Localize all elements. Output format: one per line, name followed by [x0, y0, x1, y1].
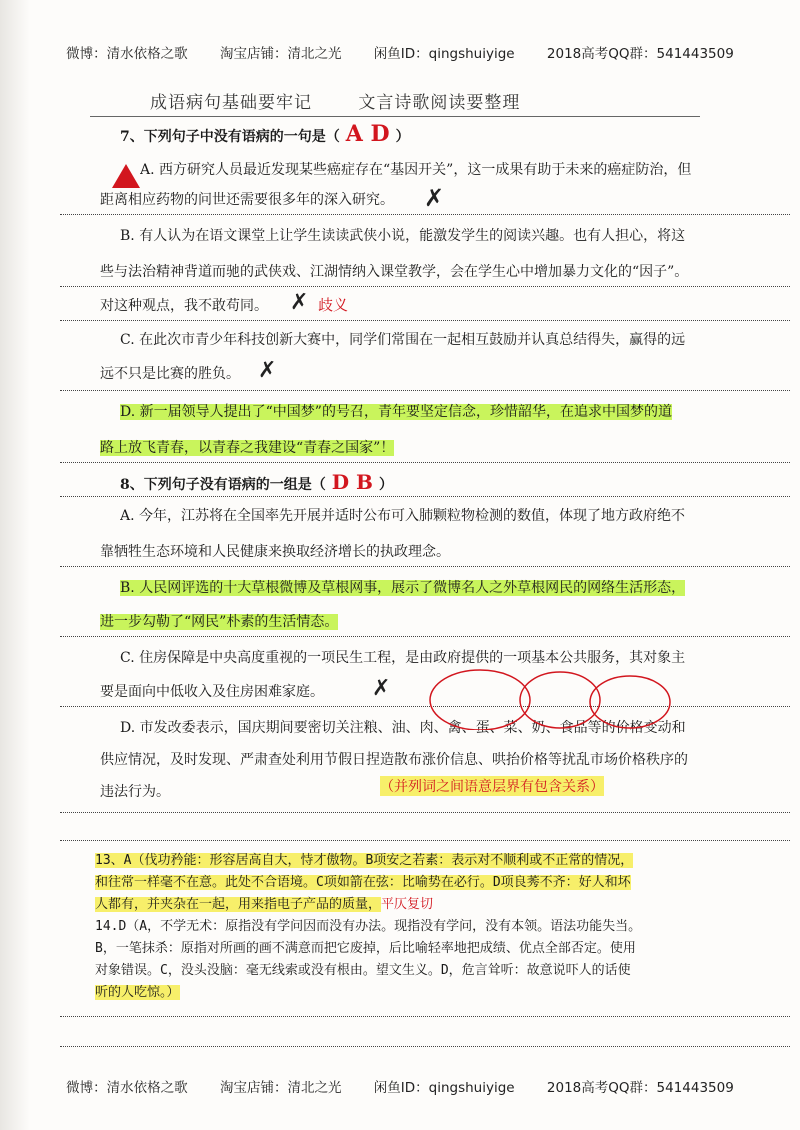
title-divider [90, 116, 700, 117]
answer-line-4: 14.D（A，不学无术：原指没有学问因而没有办法。现指没有学问，没有本领。语法功能失当。 [95, 919, 642, 934]
cross-mark-icon: ✗ [372, 676, 391, 701]
q7-b-note: 歧义 [318, 296, 349, 314]
red-loop-3 [590, 676, 670, 728]
header-weibo: 微博：清水依格之歌 [66, 46, 188, 62]
page-edge-shadow [0, 0, 30, 1130]
cross-mark-icon: ✗ [258, 358, 277, 383]
q8-option-d-line2: 供应情况，及时发现、严肃查处利用节假日捏造散布涨价信息、哄抬价格等扰乱市场价格秩序的 [100, 752, 688, 768]
dotted-rule [60, 462, 790, 463]
answer-line-7: 听的人吃惊。） [95, 985, 180, 1000]
page-title [150, 88, 710, 113]
answer-line-3-note: 平仄复切 [381, 897, 434, 912]
footer-xianyu: 闲鱼ID：qingshuiyige [373, 1080, 515, 1096]
q8-d-note: （并列词之间语意层界有包含关系） [380, 776, 604, 796]
red-loop-1 [430, 670, 530, 730]
title-right: 文言诗歌阅读要整理 [358, 93, 521, 113]
answer-line-2: 和往常一样毫不在意。此处不合语境。C项如箭在弦：比喻势在必行。D项良莠不齐：好人和坏 [95, 875, 631, 890]
page-footer [0, 1076, 800, 1096]
q8-option-d-line1: D. 市发改委表示，国庆期间要密切关注粮、油、肉、禽、蛋、菜、奶、食品等的价格变动和 [120, 720, 686, 736]
dotted-rule [60, 840, 790, 841]
dotted-rule [60, 812, 790, 813]
dotted-rule [60, 1046, 790, 1047]
red-loop-annotations [420, 650, 700, 730]
q7-option-d-line1: D. 新一届领导人提出了“中国梦”的号召，青年要坚定信念，珍惜韶华，在追求中国梦的道 [120, 404, 672, 420]
q8-stem: 8、下列句子没有语病的一组是（ D B ） [120, 472, 393, 494]
q7-option-c-line1: C. 在此次市青少年科技创新大赛中，同学们常围在一起相互鼓励并认真总结得失，赢得的远 [120, 332, 686, 348]
cross-mark-icon: ✗ [424, 184, 445, 212]
answer-line-1: 13、A（伐功矜能：形容居高自大，恃才傲物。B项安之若素：表示对不顺利或不正常的情况， [95, 853, 634, 868]
dotted-rule [60, 566, 790, 567]
title-left: 成语病句基础要牢记 [150, 93, 312, 113]
header-taobao: 淘宝店铺：清北之光 [219, 46, 342, 62]
q7-option-d-line2: 路上放飞青春，以青春之我建设“青春之国家”！ [100, 440, 395, 456]
dotted-rule [60, 636, 790, 637]
footer-taobao: 淘宝店铺：清北之光 [219, 1080, 342, 1096]
dotted-rule [60, 320, 790, 321]
q7-option-b-line3: 对这种观点，我不敢苟同。 [100, 298, 268, 314]
q7-option-a-line1: A. 西方研究人员最近发现某些癌症存在“基因开关”，这一成果有助于未来的癌症防治，但 [140, 162, 692, 178]
dotted-rule [60, 214, 790, 215]
dotted-rule [60, 286, 790, 287]
cross-mark-icon: ✗ [290, 290, 309, 315]
q7-option-a-line2: 距离相应药物的问世还需要很多年的深入研究。 [100, 192, 394, 208]
footer-qq: 2018高考QQ群：541443509 [546, 1080, 734, 1096]
answer-explanations [95, 850, 785, 1004]
header-xianyu: 闲鱼ID：qingshuiyige [373, 46, 515, 62]
dotted-rule [60, 496, 790, 497]
q8-handwritten-answer: D B [331, 472, 373, 494]
answer-line-3: 人都有，并夹杂在一起，用来指电子产品的质量，平仄复切 [95, 897, 434, 912]
red-triangle-mark-icon [112, 164, 140, 188]
q7-option-b-line1: B. 有人认为在语文课堂上让学生读读武侠小说，能激发学生的阅读兴趣。也有人担心，将这 [120, 228, 686, 244]
q8-option-c-line2: 要是面向中低收入及住房困难家庭。 [100, 684, 324, 700]
q7-handwritten-answer: A D [345, 124, 390, 147]
q8-option-b-line1: B. 人民网评选的十大草根微博及草根网事，展示了微博名人之外草根网民的网络生活形态， [120, 580, 686, 596]
q8-option-b-line2: 进一步勾勒了“网民”朴素的生活情态。 [100, 614, 339, 630]
page-header [0, 42, 800, 62]
q8-option-c-line1: C. 住房保障是中央高度重视的一项民生工程，是由政府提供的一项基本公共服务，其对象主 [120, 650, 686, 666]
answer-line-6: 对象错误。C，没头没脑：毫无线索或没有根由。望文生义。D，危言耸听：故意说吓人的话使 [95, 963, 631, 978]
q8-option-d-line3: 违法行为。 [100, 784, 170, 800]
q8-option-a-line2: 靠牺牲生态环境和人民健康来换取经济增长的执政理念。 [100, 544, 450, 560]
header-qq: 2018高考QQ群：541443509 [546, 46, 734, 62]
footer-weibo: 微博：清水依格之歌 [66, 1080, 188, 1096]
q7-stem: 7、下列句子中没有语病的一句是（ A D ） [120, 124, 800, 147]
dotted-rule [60, 1016, 790, 1017]
q8-option-a-line1: A. 今年，江苏将在全国率先开展并适时公布可入肺颗粒物检测的数值，体现了地方政府绝不 [120, 508, 686, 524]
dotted-rule [60, 390, 790, 391]
q7-option-c-line2: 远不只是比赛的胜负。 [100, 366, 240, 382]
answer-line-5: B，一笔抹杀：原指对所画的画不满意而把它废掉，后比喻轻率地把成绩、优点全部否定。使用 [95, 941, 636, 956]
red-loop-2 [520, 672, 600, 728]
q7-option-b-line2: 些与法治精神背道而驰的武侠戏、江湖情纳入课堂教学，会在学生心中增加暴力文化的“因子”。 [100, 264, 689, 280]
